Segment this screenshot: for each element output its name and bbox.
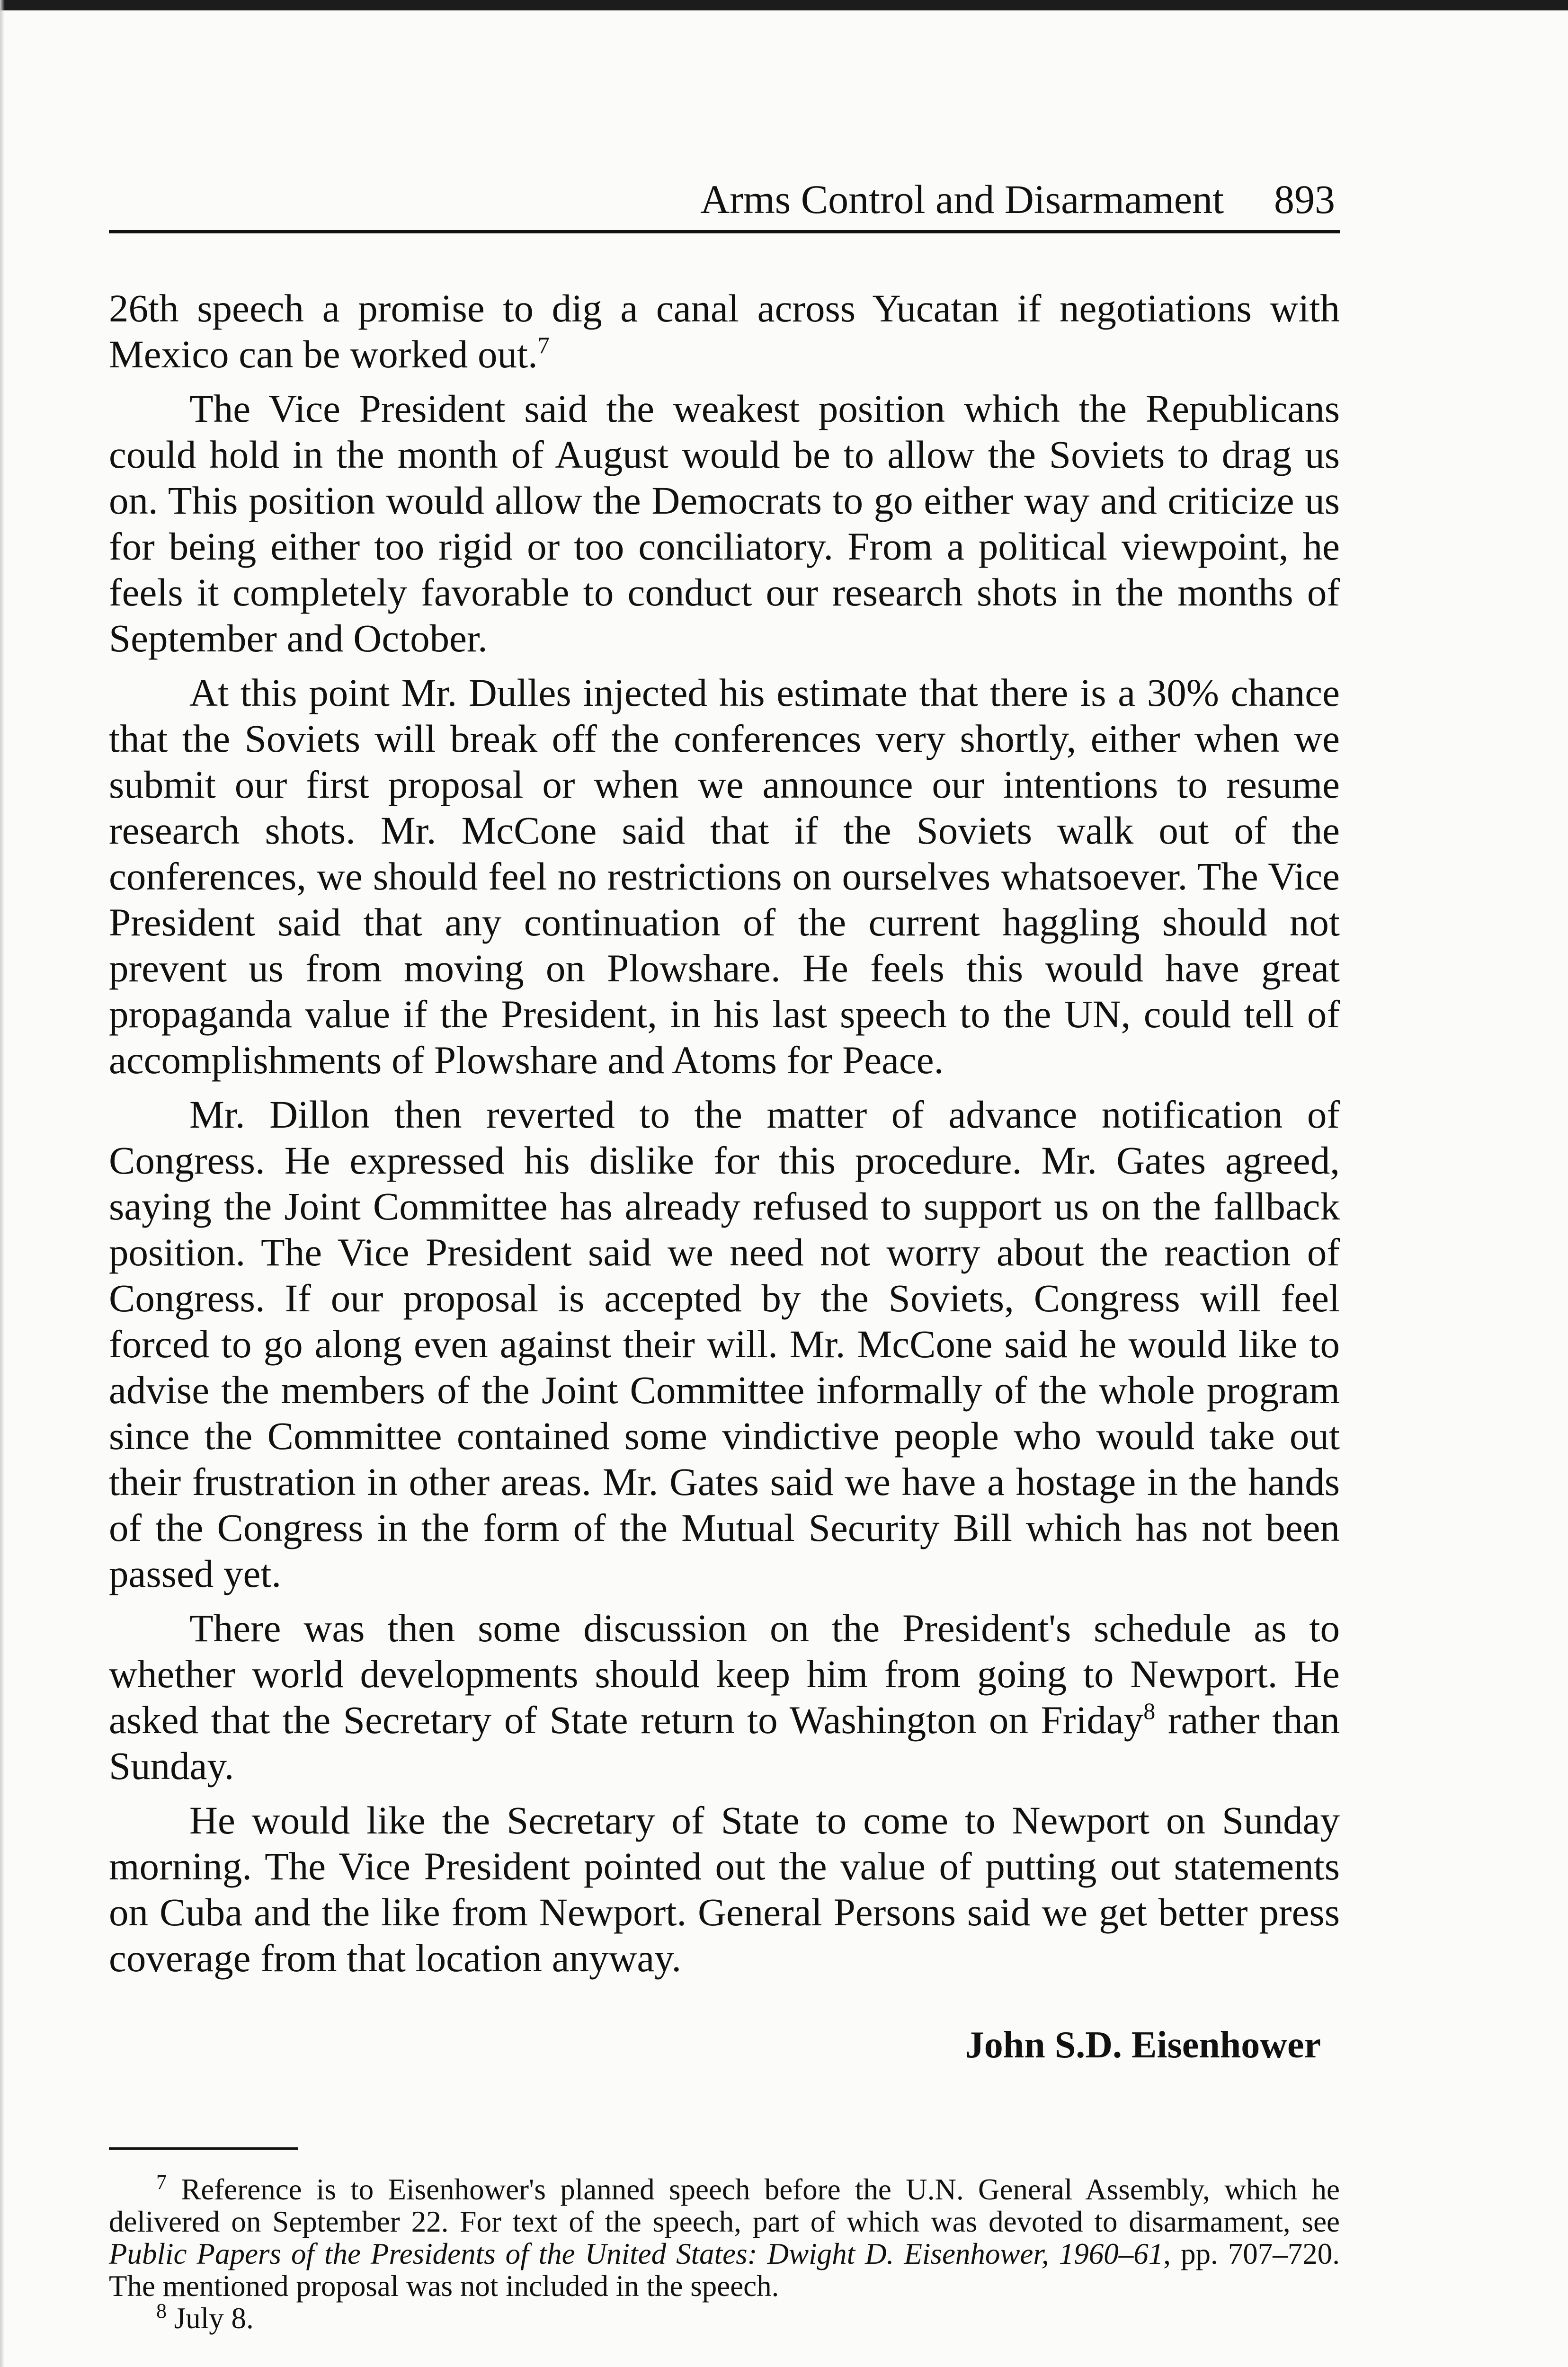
footnote-8-text: July 8.: [174, 2302, 254, 2335]
footnote-7-text: Reference is to Eisenhower's planned speech before the U.N. General Assembly, which he delivered on September 22. For text of the speech, part of which was devoted to disarmament, see: [109, 2173, 1340, 2238]
document-page: [109, 170, 1340, 2334]
paragraph-5-text: There was then some discussion on the President's schedule as to whether world developments should keep him from going to Newport. He asked that the Secretary of State return to Washington on Friday: [109, 1606, 1340, 1742]
body-text: [109, 285, 1340, 1981]
paragraph-1-text: 26th speech a promise to dig a canal across Yucatan if negotiations with Mexico can be worked out.: [109, 286, 1340, 376]
footnote-ref-7: 7: [537, 332, 550, 358]
paragraph-3: At this point Mr. Dulles injected his estimate that there is a 30% chance that the Soviets will break off the conferences very shortly, either when we submit our first proposal or when we announce our intentions to resume research shots. Mr. McCone said that if the Soviets walk out of the conferences, we should feel no restrictions on ourselves whatsoever. The Vice President said that any continuation of the current haggling should not prevent us from moving on Plowshare. He feels this would have great propaganda value if the President, in his last speech to the UN, could tell of accomplishments of Plowshare and Atoms for Peace.: [109, 671, 1340, 1082]
footnote-rule: [109, 2147, 298, 2150]
signature: John S.D. Eisenhower: [965, 2024, 1321, 2066]
running-head-title: Arms Control and Disarmament: [700, 177, 1224, 222]
paragraph-5-text-end: rather than Sunday.: [109, 1698, 1340, 1788]
paragraph-2: The Vice President said the weakest position which the Republicans could hold in the month of August would be to allow the Soviets to drag us on. This position would allow the Democrats to go either way and criticize us for being either too rigid or too conciliatory. From a political viewpoint, he feels it completely favorable to conduct our research shots in the months of September and October.: [109, 387, 1340, 660]
scan-left-edge: [0, 0, 5, 2367]
footnote-8-number: 8: [156, 2299, 167, 2323]
footnote-7-number: 7: [156, 2171, 167, 2194]
footnote-ref-8: 8: [1143, 1698, 1156, 1724]
paragraph-5: [109, 1605, 1340, 1789]
footnote-7-citation: Public Papers of the Presidents of the United States: Dwight D. Eisenhower, 1960–61: [109, 2237, 1164, 2270]
footnotes: [109, 2173, 1340, 2334]
paragraph-1: [109, 285, 1340, 377]
scan-top-border: [0, 0, 1568, 10]
page-number: 893: [1274, 177, 1335, 222]
footnote-8: [109, 2299, 1340, 2335]
running-head: [109, 170, 1340, 223]
footnote-7-text-end: , pp. 707–720. The mentioned proposal was not included in the speech.: [109, 2237, 1340, 2303]
paragraph-4: Mr. Dillon then reverted to the matter of advance notification of Congress. He expressed his dislike for this procedure. Mr. Gates agreed, saying the Joint Committee has already refused to support us on the fallback position. The Vice President said we need not worry about the reaction of Congress. If our proposal is accepted by the Soviets, Congress will feel forced to go along even against their will. Mr. McCone said he would like to advise the members of the Joint Committee informally of the whole program since the Committee contained some vindictive people who would take out their frustration in other areas. Mr. Gates said we have a hostage in the hands of the Congress in the form of the Mutual Security Bill which has not been passed yet.: [109, 1093, 1340, 1595]
paragraph-6: He would like the Secretary of State to come to Newport on Sunday morning. The Vice President pointed out the value of putting out statements on Cuba and the like from Newport. General Persons said we get better press coverage from that location anyway.: [109, 1798, 1340, 1980]
footnote-7: [109, 2173, 1340, 2302]
header-rule: [109, 230, 1340, 233]
